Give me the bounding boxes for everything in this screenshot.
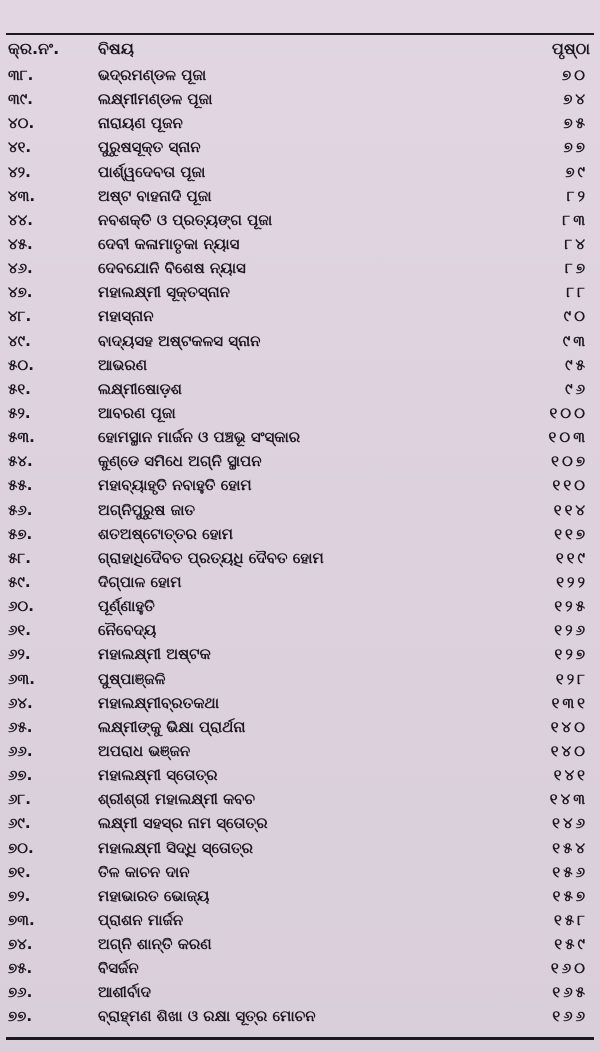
entry-page-number: ୯୬ xyxy=(565,379,588,398)
entry-title: ବିସର୍ଜନ xyxy=(98,959,139,978)
entry-page-number: ୮୭ xyxy=(564,259,588,278)
entry-number: ୪୫. xyxy=(8,234,33,253)
entry-page-number: ୧୪୦ xyxy=(550,741,588,760)
entry-number: ୬୭. xyxy=(8,766,33,785)
entry-page-number: ୧୪୦ xyxy=(550,717,588,736)
contents-row xyxy=(0,498,600,522)
entry-title: ଅଷ୍ଟ ବାହନାଦି ପୂଜା xyxy=(98,186,212,205)
contents-row xyxy=(0,208,600,232)
entry-page-number: ୮୮ xyxy=(566,283,588,302)
entry-title: ମହାବ୍ୟାହୃତି ନବାହୁତି ହୋମ xyxy=(98,476,252,495)
contents-row xyxy=(0,884,600,908)
entry-number: ୬୮. xyxy=(8,790,31,809)
contents-row xyxy=(0,256,600,280)
entry-number: ୫୫. xyxy=(8,476,33,495)
entry-page-number: ୧୪୩ xyxy=(549,790,588,809)
contents-row xyxy=(0,304,600,328)
contents-row xyxy=(0,715,600,739)
contents-row xyxy=(0,1004,600,1028)
entry-page-number: ୭୯ xyxy=(565,162,588,181)
entry-title: ଭଦ୍ରମଣ୍ଡଳ ପୂଜା xyxy=(98,66,207,84)
entry-title: ପାର୍ଶ୍ୱଦେବତା ପୂଜା xyxy=(98,162,206,181)
contents-row xyxy=(0,135,600,159)
entry-number: ୫୧. xyxy=(8,379,31,398)
entry-page-number: ୧୫୬ xyxy=(552,862,588,881)
entry-number: ୪୩. xyxy=(8,186,36,205)
entry-title: ହୋମସ୍ଥାନ ମାର୍ଜନ ଓ ପଞ୍ଚଭୂ ସଂସ୍କାର xyxy=(98,428,301,447)
entry-page-number: ୧୫୪ xyxy=(552,838,588,857)
contents-row xyxy=(0,787,600,811)
entry-number: ୪୨. xyxy=(8,162,31,181)
entry-page-number: ୯୫ xyxy=(565,355,588,374)
entry-number: ୩୮. xyxy=(8,66,34,84)
entry-page-number: ୧୦୦ xyxy=(549,403,588,422)
contents-row xyxy=(0,860,600,884)
entry-number: ୩୯. xyxy=(8,90,33,109)
contents-row xyxy=(0,329,600,353)
entry-number: ୫୭. xyxy=(8,524,33,543)
entry-title: ଲକ୍ଷ୍ମୀ ସହସ୍ର ନାମ ସ୍ତୋତ୍ର xyxy=(98,814,268,833)
entry-title: ପୁଷ୍ପାଞ୍ଜଳି xyxy=(98,669,166,688)
entry-title: ବ୍ରାହ୍ମଣ ଶିଖା ଓ ରକ୍ଷା ସୂତ୍ର ମୋଚନ xyxy=(98,1007,316,1026)
contents-row xyxy=(0,570,600,594)
entry-page-number: ୭୭ xyxy=(563,138,588,157)
entry-title: ଲକ୍ଷ୍ମୀମଣ୍ଡଳ ପୂଜା xyxy=(98,90,213,109)
entry-page-number: ୧୧୦ xyxy=(552,476,588,495)
entry-page-number: ୧୩୧ xyxy=(551,693,588,712)
entry-number: ୪୧. xyxy=(8,138,32,157)
entry-number: ୭୨. xyxy=(8,886,31,905)
entry-title: ପୂର୍ଣ୍ଣାହୁତି xyxy=(98,597,155,616)
contents-row xyxy=(0,184,600,208)
contents-row xyxy=(0,763,600,787)
entry-title: ନବଶକ୍ତି ଓ ପ୍ରତ୍ୟଙ୍ଗ ପୂଜା xyxy=(98,210,273,229)
contents-row xyxy=(0,618,600,642)
contents-row xyxy=(0,811,600,835)
contents-row xyxy=(0,642,600,666)
entry-page-number: ୧୨୨ xyxy=(556,572,588,591)
contents-row xyxy=(0,449,600,473)
contents-row xyxy=(0,908,600,932)
contents-row xyxy=(0,473,600,497)
entry-number: ୫୨. xyxy=(8,403,31,422)
entry-title: ମହାଲକ୍ଷ୍ମୀ ସ୍ତୋତ୍ର xyxy=(98,766,218,785)
entry-number: ୫୮. xyxy=(8,548,31,567)
contents-row xyxy=(0,63,600,87)
entry-page-number: ୭୫ xyxy=(563,114,588,133)
contents-list xyxy=(0,63,600,1029)
contents-row xyxy=(0,401,600,425)
entry-number: ୫୬. xyxy=(8,500,33,519)
contents-row xyxy=(0,522,600,546)
entry-number: ୫୯. xyxy=(8,572,31,591)
entry-page-number: ୧୬୫ xyxy=(552,983,588,1002)
entry-title: ଆବରଣ ପୂଜା xyxy=(98,403,176,422)
contents-row xyxy=(0,377,600,401)
entry-number: ୬୧. xyxy=(8,621,31,640)
entry-title: ଅଗ୍ନିପୁରୁଷ ଜାତ xyxy=(98,500,196,519)
entry-page-number: ୧୨୫ xyxy=(554,597,588,616)
entry-number: ୬୫. xyxy=(8,717,33,736)
entry-page-number: ୭୦ xyxy=(561,66,588,84)
entry-page-number: ୧୧୪ xyxy=(553,500,588,519)
contents-row xyxy=(0,280,600,304)
entry-page-number: ୯୦ xyxy=(563,307,588,326)
contents-row xyxy=(0,691,600,715)
entry-number: ୭୫. xyxy=(8,959,33,978)
entry-title: ମହାଲକ୍ଷ୍ମୀ ସୂକ୍ତସ୍ନାନ xyxy=(98,283,231,302)
entry-number: ୫୪. xyxy=(8,452,33,471)
serial-number-header: କ୍ର.ନଂ. xyxy=(8,39,60,58)
entry-page-number: ୧୨୮ xyxy=(555,669,588,688)
contents-row xyxy=(0,87,600,111)
entry-title: ବାଦ୍ୟସହ ଅଷ୍ଟକଳସ ସ୍ନାନ xyxy=(98,331,261,350)
contents-row xyxy=(0,594,600,618)
entry-page-number: ୮୨ xyxy=(566,186,588,205)
contents-row xyxy=(0,836,600,860)
entry-title: କୁଣ୍ଡେ ସମିଧେ ଅଗ୍ନି ସ୍ଥାପନ xyxy=(98,452,262,471)
entry-page-number: ୧୦୭ xyxy=(551,452,588,471)
entry-page-number: ୧୪୬ xyxy=(552,814,588,833)
table-header xyxy=(0,35,600,63)
entry-title: ଦିଗ୍‌ପାଳ ହୋମ xyxy=(98,572,182,591)
entry-page-number: ୧୫୭ xyxy=(552,886,588,905)
entry-title: ଶ୍ରୀଶ୍ରୀ ମହାଲକ୍ଷ୍ମୀ କବଚ xyxy=(98,790,256,809)
entry-page-number: ୧୬୦ xyxy=(550,959,588,978)
entry-title: ଶତଅଷ୍ଟୋତ୍ତର ହୋମ xyxy=(98,524,233,543)
entry-page-number: ୯୩ xyxy=(562,331,588,350)
entry-page-number: ୧୧୭ xyxy=(554,524,588,543)
entry-title: ଗ୍ରାହାଧିଦୈବତ ପ୍ରତ୍ୟଧି ଦୈବତ ହୋମ xyxy=(98,548,324,567)
entry-page-number: ୧୨୬ xyxy=(554,621,588,640)
contents-row xyxy=(0,980,600,1004)
entry-title: ମହାଲକ୍ଷ୍ମୀ ଅଷ୍ଟକ xyxy=(98,645,211,664)
entry-title: ଅପରାଧ ଭଞ୍ଜନ xyxy=(98,741,191,760)
contents-row xyxy=(0,739,600,763)
entry-title: ଲକ୍ଷ୍ମୀଙ୍କୁ ଭିକ୍ଷା ପ୍ରାର୍ଥନା xyxy=(98,717,246,736)
contents-row xyxy=(0,232,600,256)
entry-title: ଆଭରଣ xyxy=(98,355,148,374)
entry-number: ୪୪. xyxy=(8,210,33,229)
bottom-rule xyxy=(6,1037,594,1040)
entry-number: ୬୪. xyxy=(8,693,33,712)
entry-page-number: ୮୩ xyxy=(562,210,588,229)
entry-page-number: ୧୫୮ xyxy=(553,910,588,929)
entry-number: ୪୦. xyxy=(8,114,35,133)
contents-row xyxy=(0,546,600,570)
entry-title: ତିଳ କାଚନ ଦାନ xyxy=(98,862,190,881)
entry-number: ୭୩. xyxy=(8,910,35,929)
entry-title: ମହାଭାରତ ଭୋଜ୍ୟ xyxy=(98,886,210,905)
entry-title: ମହାସ୍ନାନ xyxy=(98,307,154,326)
entry-title: ନାରାୟଣ ପୂଜନ xyxy=(98,114,183,133)
entry-title: ଲକ୍ଷ୍ମୀଷୋଡ଼ଶ xyxy=(98,379,182,398)
entry-number: ୬୬. xyxy=(8,741,33,760)
entry-number: ୪୬. xyxy=(8,259,33,278)
entry-page-number: ୧୨୭ xyxy=(554,645,588,664)
entry-page-number: ୭୪ xyxy=(563,90,588,109)
entry-page-number: ୧୪୧ xyxy=(553,766,588,785)
entry-number: ୭୦. xyxy=(8,838,34,857)
contents-row xyxy=(0,111,600,135)
entry-page-number: ୧୦୩ xyxy=(548,428,588,447)
entry-title: ଦେବଯୋନି ବିଶେଷ ନ୍ୟାସ xyxy=(98,259,246,278)
contents-row xyxy=(0,932,600,956)
contents-row xyxy=(0,353,600,377)
entry-number: ୫୩. xyxy=(8,428,35,447)
contents-row xyxy=(0,956,600,980)
page-header: ପୃଷ୍ଠା xyxy=(551,39,590,58)
entry-title: ପ୍ରାଶନ ମାର୍ଜନ xyxy=(98,910,184,929)
entry-number: ୭୬. xyxy=(8,983,33,1002)
entry-number: ୬୯. xyxy=(8,814,31,833)
entry-page-number: ୧୬୬ xyxy=(552,1007,588,1026)
contents-row xyxy=(0,160,600,184)
contents-row xyxy=(0,425,600,449)
entry-number: ୭୪. xyxy=(8,935,33,954)
entry-page-number: ୧୧୯ xyxy=(555,548,588,567)
entry-title: ମହାଲକ୍ଷ୍ମୀ ସିଦ୍ଧି ସ୍ତୋତ୍ର xyxy=(98,838,254,857)
entry-number: ୪୮. xyxy=(8,307,32,326)
entry-title: ଦେବୀ କଳାମାତୃକା ନ୍ୟାସ xyxy=(98,234,240,253)
entry-number: ୬୩. xyxy=(8,669,35,688)
entry-title: ପୁରୁଷସୂକ୍ତ ସ୍ନାନ xyxy=(98,138,201,157)
entry-title: ମହାଲକ୍ଷ୍ମୀବ୍ରତକଥା xyxy=(98,693,220,712)
entry-number: ୬୨. xyxy=(8,645,31,664)
entry-title: ଆଶୀର୍ବାଦ xyxy=(98,983,151,1002)
entry-title: ନୈବେଦ୍ୟ xyxy=(98,621,157,640)
entry-number: ୫୦. xyxy=(8,355,34,374)
contents-row xyxy=(0,667,600,691)
subject-header: ବିଷୟ xyxy=(98,39,134,58)
entry-number: ୭୭. xyxy=(8,1007,33,1026)
entry-number: ୭୧. xyxy=(8,862,31,881)
entry-number: ୪୭. xyxy=(8,283,33,302)
entry-number: ୪୯. xyxy=(8,331,31,350)
entry-title: ଅଗ୍ନି ଶାନ୍ତି କରଣ xyxy=(98,935,212,954)
entry-number: ୬୦. xyxy=(8,597,34,616)
entry-page-number: ୮୪ xyxy=(564,234,588,253)
entry-page-number: ୧୫୯ xyxy=(554,935,588,954)
